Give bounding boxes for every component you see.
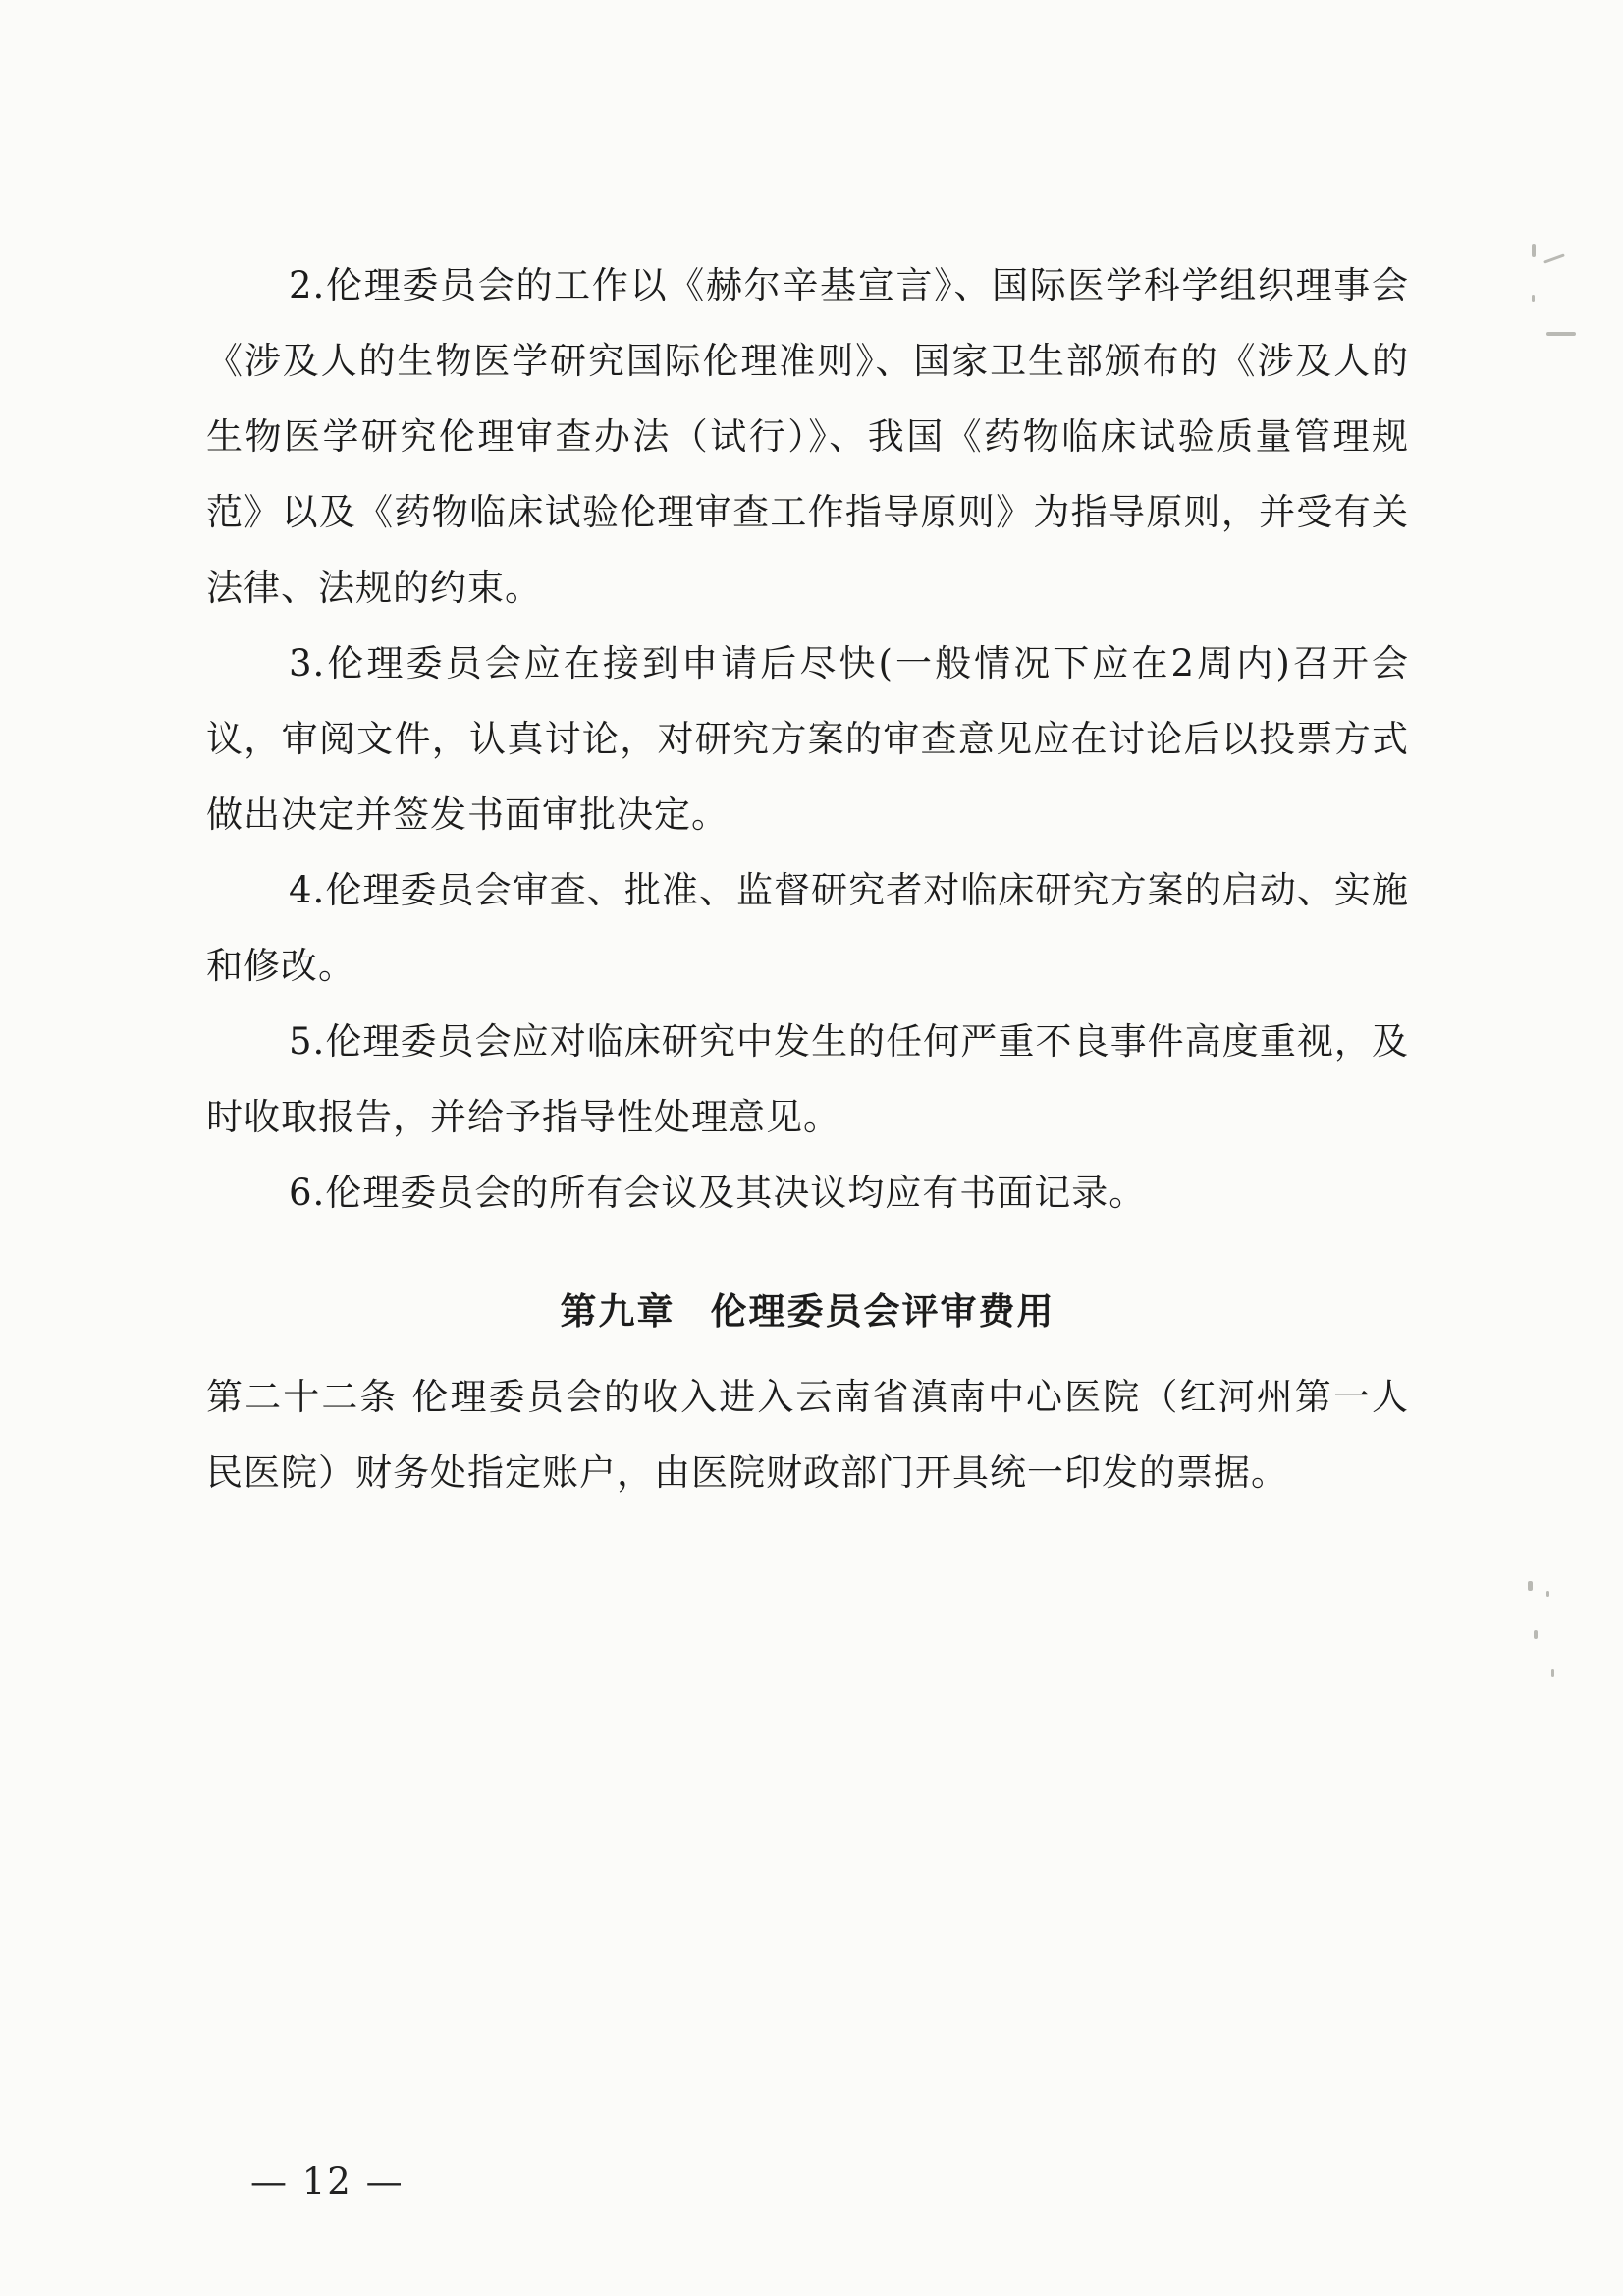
scan-mark bbox=[1546, 332, 1576, 336]
article-22: 第二十二条 伦理委员会的收入进入云南省滇南中心医院（红河州第一人民医院）财务处指定账户，由医院财政部门开具统一印发的票据。 bbox=[206, 1376, 1409, 1494]
document-body bbox=[206, 247, 1409, 1510]
chapter-number: 第九章 bbox=[560, 1290, 676, 1333]
scan-mark bbox=[1534, 1630, 1538, 1639]
scan-mark bbox=[1551, 1669, 1554, 1677]
chapter-title: 伦理委员会评审费用 bbox=[710, 1290, 1055, 1333]
page-number: — 12 — bbox=[250, 2160, 405, 2203]
chapter-heading bbox=[206, 1274, 1409, 1349]
paragraph-item-5: 5.伦理委员会应对临床研究中发生的任何严重不良事件高度重视，及时收取报告，并给予指导性处理意见。 bbox=[206, 1020, 1409, 1138]
scan-mark bbox=[1532, 244, 1536, 257]
scan-mark bbox=[1528, 1581, 1533, 1591]
paragraph-item-3: 3.伦理委员会应在接到申请后尽快(一般情况下应在2周内)召开会议，审阅文件，认真讨论，对研究方案的审查意见应在讨论后以投票方式做出决定并签发书面审批决定。 bbox=[206, 642, 1409, 836]
paragraph-item-4: 4.伦理委员会审查、批准、监督研究者对临床研究方案的启动、实施和修改。 bbox=[206, 869, 1409, 987]
paragraph-item-2: 2.伦理委员会的工作以《赫尔辛基宣言》、国际医学科学组织理事会《涉及人的生物医学研究国际伦理准则》、国家卫生部颁布的《涉及人的生物医学研究伦理审查办法（试行）》、我国《药物临床试验质量管理规范》以及《药物临床试验伦理审查工作指导原则》为指导原则，并受有关法律、法规的约束。 bbox=[206, 264, 1409, 609]
scan-mark bbox=[1546, 1591, 1549, 1597]
scan-mark bbox=[1543, 253, 1565, 263]
paragraph-item-6: 6.伦理委员会的所有会议及其决议均应有书面记录。 bbox=[289, 1172, 1147, 1214]
scan-mark bbox=[1532, 295, 1535, 302]
